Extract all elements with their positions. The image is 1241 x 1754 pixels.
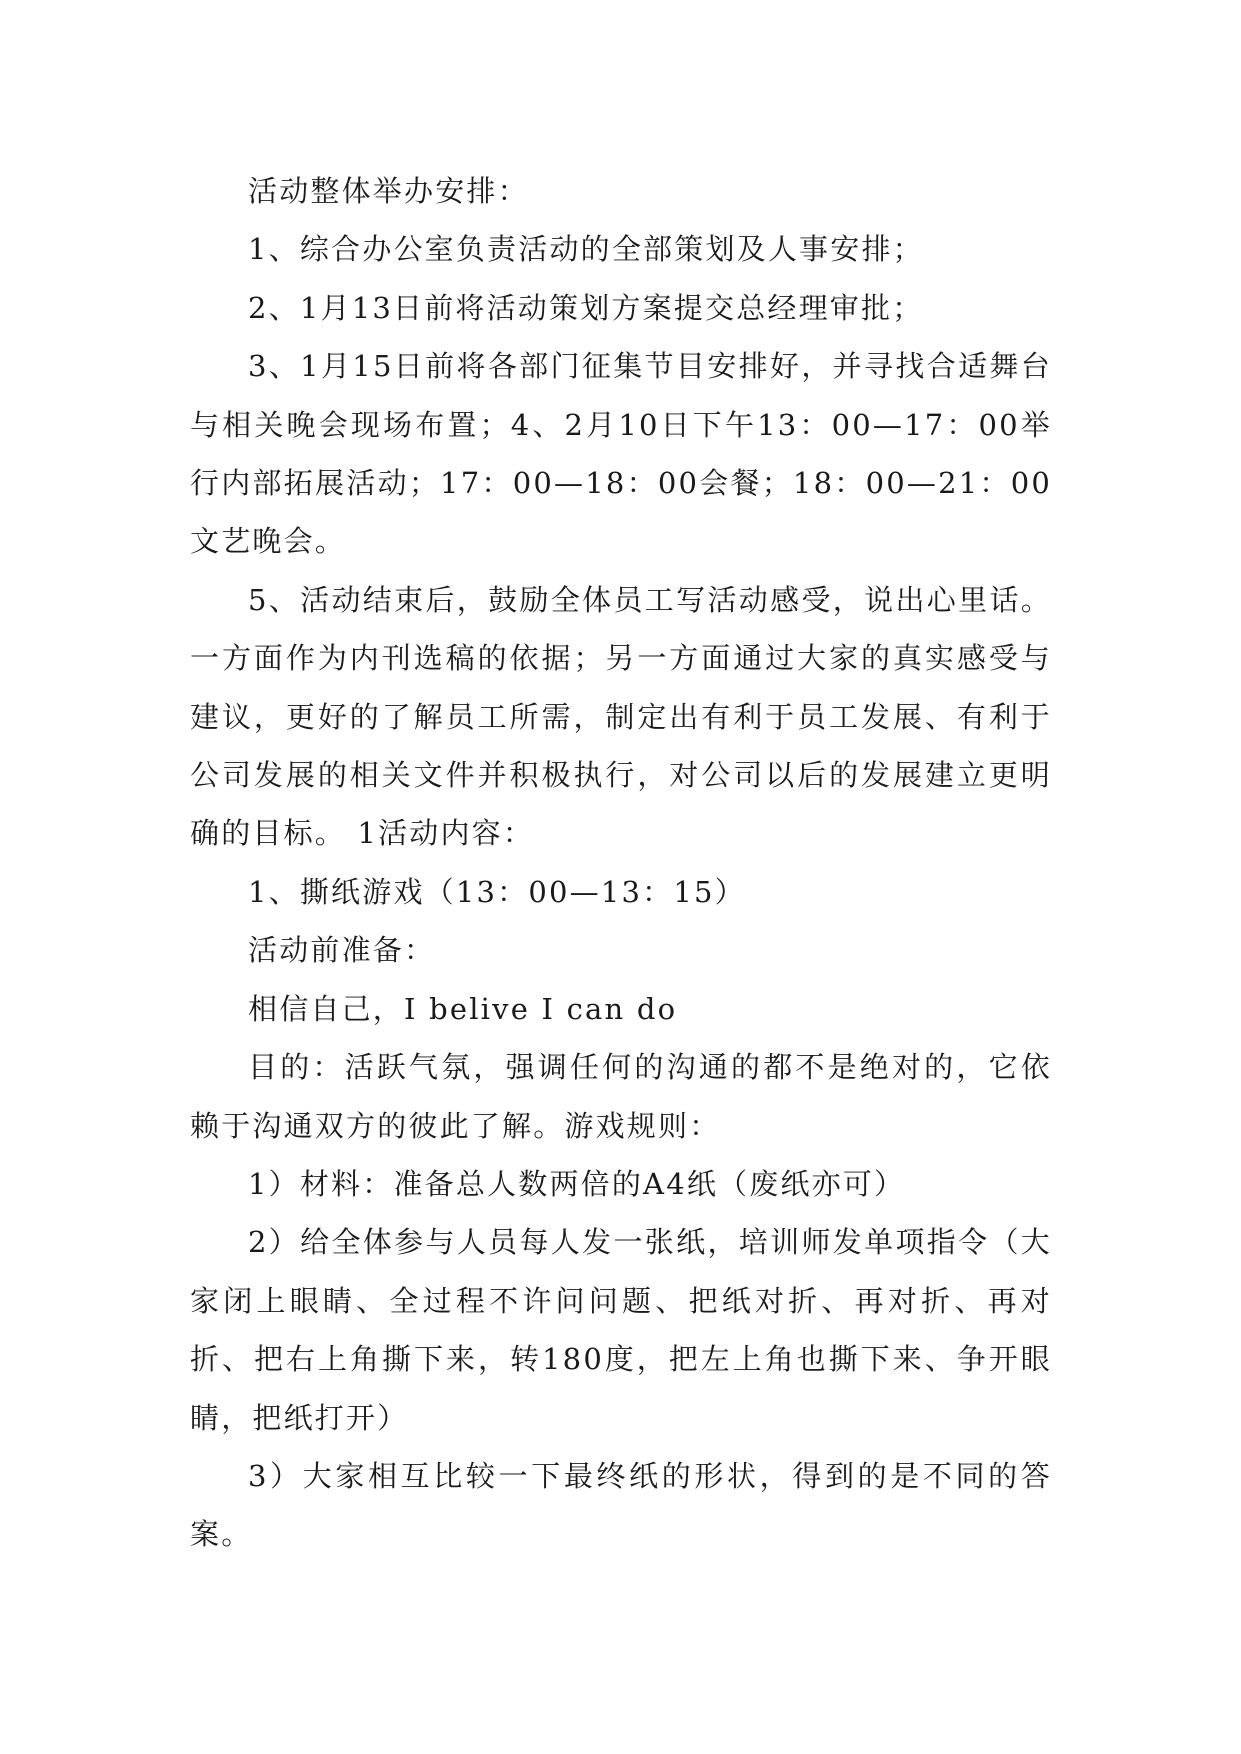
paragraph-item-5: 5、活动结束后，鼓励全体员工写活动感受，说出心里话。一方面作为内刊选稿的依据；另一方面通过大家的真实感受与建议，更好的了解员工所需，制定出有利于员工发展、有利于公司发展的相关文件并积极执行，对公司以后的发展建立更明确的目标。 1活动内容：: [190, 582, 1052, 851]
paragraph-rule-2: 2）给全体参与人员每人发一张纸，培训师发单项指令（大家闭上眼睛、全过程不许问问题、把纸对折、再对折、再对折、把右上角撕下来，转180度，把左上角也撕下来、争开眼睛，把纸打开）: [190, 1225, 1052, 1435]
paragraph-arrangement-heading: 活动整体举办安排：: [248, 174, 529, 208]
paragraph-item-1: 1、综合办公室负责活动的全部策划及人事安排；: [248, 232, 924, 267]
paragraph-preparation: 活动前准备：: [248, 933, 436, 968]
paragraph-item-2: 2、1月13日前将活动策划方案提交总经理审批；: [248, 290, 924, 325]
paragraph-rule-3: 3）大家相互比较一下最终纸的形状，得到的是不同的答案。: [190, 1458, 1052, 1552]
paragraph-rule-1: 1）材料：准备总人数两倍的A4纸（废纸亦可）: [248, 1166, 906, 1201]
paragraph-game-1: 1、撕纸游戏（13：00—13：15）: [248, 874, 746, 909]
paragraph-item-3: 3、1月15日前将各部门征集节目安排好，并寻找合适舞台与相关晚会现场布置；4、2月10日下午13：00—17：00举行内部拓展活动；17：00—18：00会餐；18：00—21：00文艺晚会。: [190, 349, 1052, 559]
paragraph-purpose: 目的：活跃气氛，强调任何的沟通的都不是绝对的，它依赖于沟通双方的彼此了解。游戏规则：: [190, 1050, 1052, 1143]
document-body: [190, 162, 1052, 1564]
paragraph-motto: 相信自己，I belive I can do: [248, 991, 678, 1026]
